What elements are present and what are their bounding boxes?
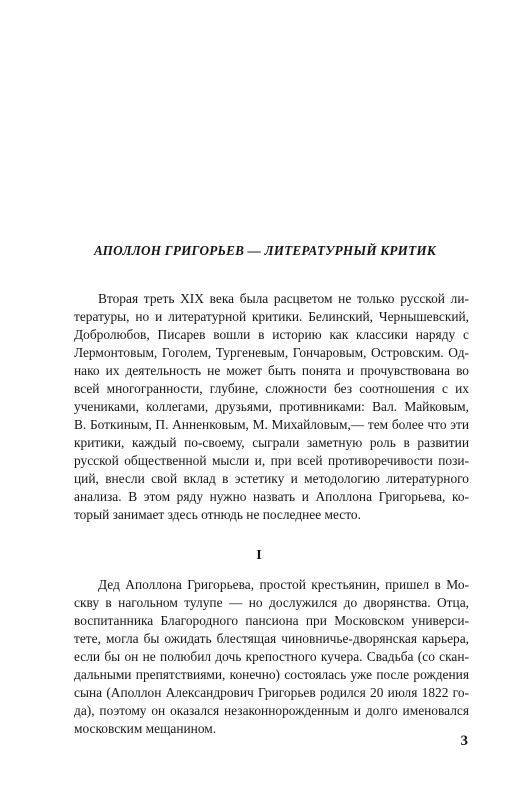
section-number: I: [256, 548, 262, 563]
chapter-title: АПОЛЛОН ГРИГОРЬЕВ — ЛИТЕРАТУРНЫЙ КРИТИК: [93, 243, 436, 258]
text-line: всей многогранности, глубине, сложности без соотношения с их: [74, 381, 469, 396]
paragraph-biography: [74, 576, 469, 738]
text-line: тературы, но и литературной критики. Белинский, Чернышевский,: [74, 309, 469, 324]
text-line: русской общественной мысли и, при всей противоречивости пози-: [74, 453, 469, 468]
text-line: Дед Аполлона Григорьева, простой крестьянин, пришел в Мо-: [98, 577, 469, 592]
text-line: критики, каждый по-своему, сыграли заметную роль в развитии: [74, 435, 469, 450]
text-line: В. Боткиным, П. Анненковым, М. Михайловым,— тем более что эти: [74, 417, 469, 432]
text-line: ций, внесли свой вклад в эстетику и методологию литературного: [74, 471, 469, 486]
text-line: Вторая треть XIX века была расцветом не только русской ли-: [98, 291, 469, 306]
paragraph-intro: [74, 290, 469, 524]
text-line: Лермонтовым, Гоголем, Тургеневым, Гончаровым, Островским. Од-: [74, 345, 469, 360]
text-line: московским мещанином.: [74, 721, 217, 736]
text-line: анализа. В этом ряду нужно назвать и Аполлона Григорьева, ко-: [74, 489, 469, 504]
text-line: торый занимает здесь отнюдь не последнее место.: [74, 507, 361, 522]
text-line: воспитанника Благородного пансиона при Московском универси-: [74, 613, 469, 628]
text-line: нако их деятельность не может быть понята и прочувствована во: [74, 363, 469, 378]
text-line: да), поэтому он оказался незаконнорожденным и долго именовался: [74, 703, 469, 718]
text-line: учениками, коллегами, друзьями, противниками: Вал. Майковым,: [74, 399, 469, 414]
text-line: если бы он не полюбил дочь крепостного кучера. Свадьба (со скан-: [74, 649, 469, 664]
text-line: дальными препятствиями, конечно) состоялась уже после рождения: [74, 667, 469, 682]
text-line: скву в нагольном тулупе — но дослужился до дворянства. Отца,: [74, 595, 469, 610]
text-line: Добролюбов, Писарев вошли в историю как классики наряду с: [74, 327, 469, 342]
text-line: тете, могла бы ожидать блестящая чиновничье-дворянская карьера,: [74, 631, 469, 646]
text-line: сына (Аполлон Александрович Григорьев родился 20 июля 1822 го-: [74, 685, 469, 700]
page-number: 3: [460, 733, 468, 749]
